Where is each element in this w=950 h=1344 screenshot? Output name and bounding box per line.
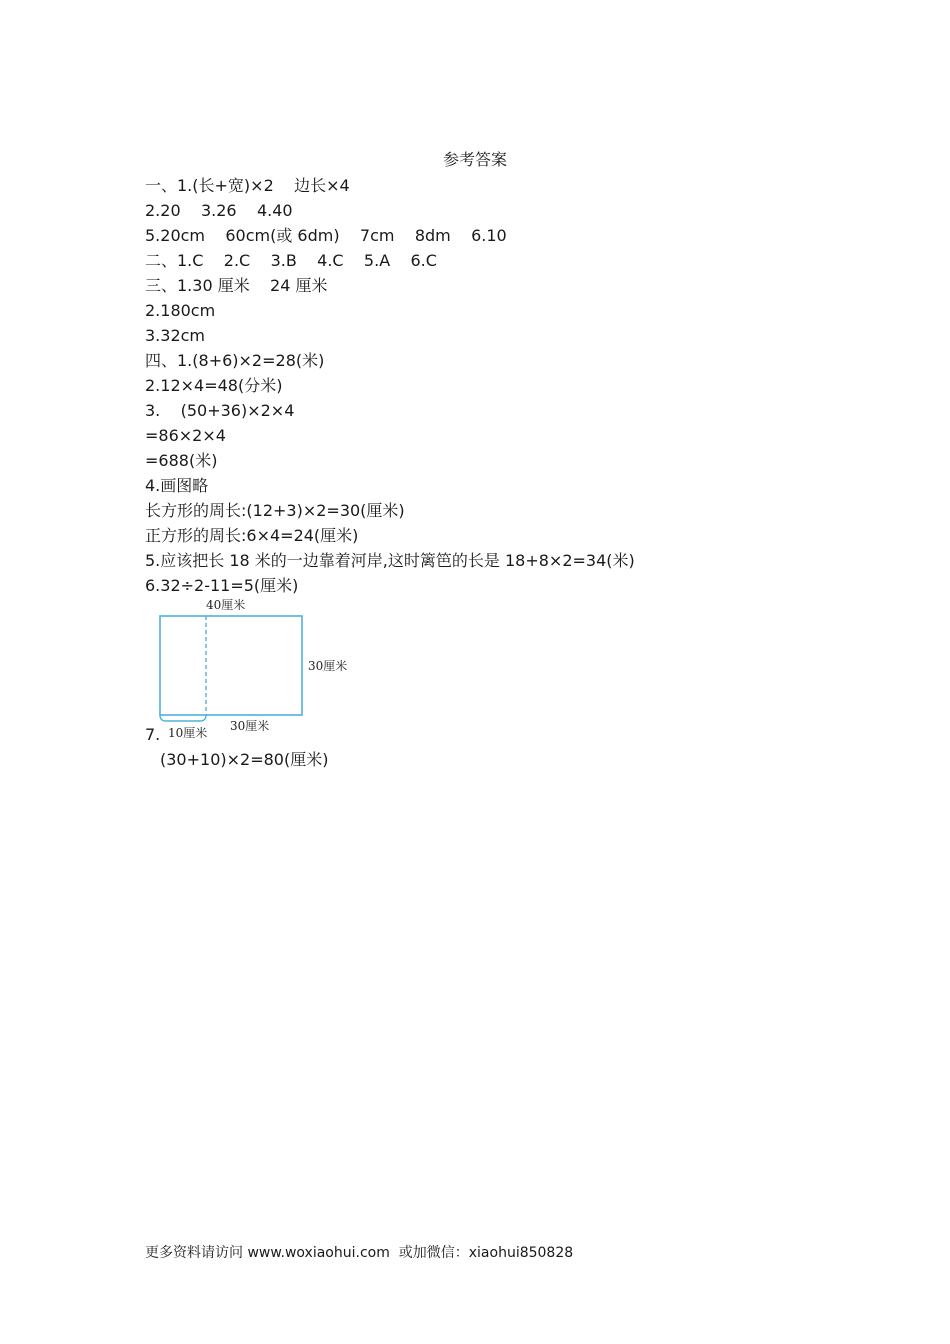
answer-line: 2.12×4=48(分米) [145, 376, 283, 395]
answer-line: 6.32÷2-11=5(厘米) [145, 576, 299, 595]
answer-line: 3.32cm [145, 326, 206, 345]
answer-line: 正方形的周长:6×4=24(厘米) [145, 526, 359, 545]
bottom-left-dimension-label: 10厘米 [168, 726, 208, 740]
answer-line: 四、1.(8+6)×2=28(米) [145, 351, 325, 370]
answer-line: 5.应该把长 18 米的一边靠着河岸,这时篱笆的长是 18+8×2=34(米) [145, 551, 635, 570]
answer-line: 3. (50+36)×2×4 [145, 401, 295, 420]
rectangle-diagram [140, 592, 380, 742]
right-dimension-label: 30厘米 [308, 659, 348, 673]
answer-line: (30+10)×2=80(厘米) [160, 750, 329, 769]
rectangle-figure [140, 592, 380, 742]
answer-line: =688(米) [145, 451, 218, 470]
answer-line: 7. [145, 725, 161, 744]
answer-line: 一、1.(长+宽)×2 边长×4 [145, 176, 350, 195]
footer-note: 更多资料请访问 www.woxiaohui.com 或加微信：xiaohui850828 [145, 1245, 574, 1261]
brace-bracket [160, 715, 206, 721]
page-title: 参考答案 [442, 150, 507, 169]
answer-line: 二、1.C 2.C 3.B 4.C 5.A 6.C [145, 251, 437, 270]
answer-line: 长方形的周长:(12+3)×2=30(厘米) [145, 501, 405, 520]
answer-line: 5.20cm 60cm(或 6dm) 7cm 8dm 6.10 [145, 226, 507, 245]
answer-line: 4.画图略 [145, 476, 209, 495]
answer-line: 2.20 3.26 4.40 [145, 201, 293, 220]
top-dimension-label: 40厘米 [206, 598, 246, 612]
bottom-right-dimension-label: 30厘米 [230, 719, 270, 733]
answer-line: =86×2×4 [145, 426, 226, 445]
answer-line: 三、1.30 厘米 24 厘米 [145, 276, 328, 295]
answer-line: 2.180cm [145, 301, 216, 320]
outer-rectangle [160, 616, 302, 715]
